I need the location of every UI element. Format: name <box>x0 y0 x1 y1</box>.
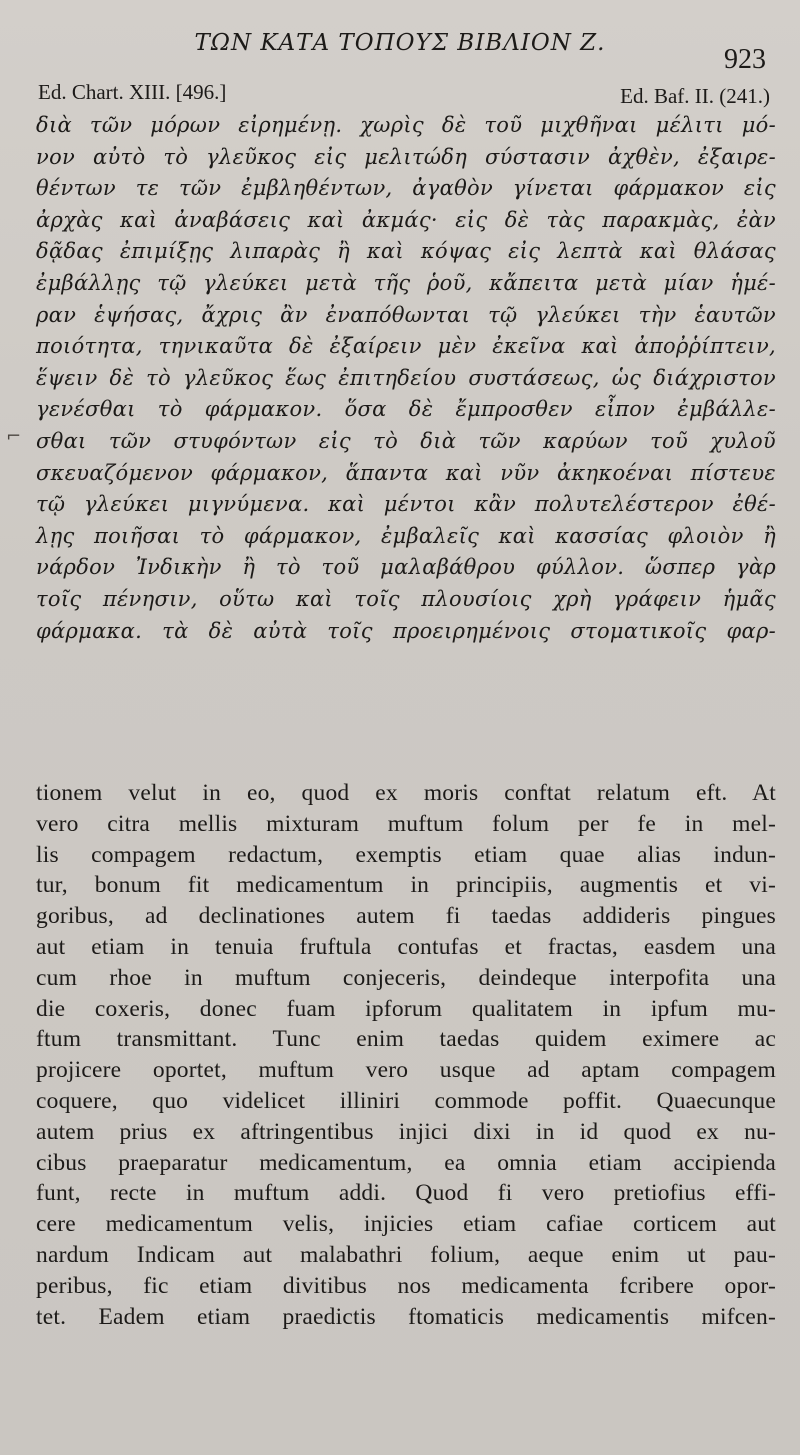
latin-line: goribus, ad declinationes autem fi taedas addideris pingues <box>36 903 776 930</box>
latin-line: aut etiam in tenuia fruftula contufas et fractas, easdem una <box>36 933 776 960</box>
latin-line: projicere oportet, muftum vero usque ad aptam compagem <box>36 1057 776 1084</box>
edition-reference-left: Ed. Chart. XIII. [496.] <box>38 80 227 104</box>
latin-line: cere medicamentum velis, injicies etiam cafiae corticem aut <box>36 1211 776 1238</box>
latin-text-block <box>36 778 776 1332</box>
greek-line: νάρδον Ἰνδικὴν ἢ τὸ τοῦ μαλαβάθρου φύλλον. ὥσπερ γὰρ <box>36 555 776 580</box>
greek-line: λῃς ποιῆσαι τὸ φάρμακον, ἐμβαλεῖς καὶ κασσίας φλοιὸν ἢ <box>36 523 776 548</box>
latin-line: die coxeris, donec fuam ipforum qualitatem in ipfum mu- <box>36 995 776 1022</box>
latin-line: autem prius ex aftringentibus injici dixi in id quod ex nu- <box>36 1118 776 1145</box>
greek-line: ἕψειν δὲ τὸ γλεῦκος ἕως ἐπιτηδείου συστάσεως, ὡς διάχριστον <box>36 365 776 390</box>
page-number: 923 <box>724 44 766 75</box>
greek-line: σθαι τῶν στυφόντων εἰς τὸ διὰ τῶν καρύων τοῦ χυλοῦ <box>36 428 776 453</box>
latin-line: coquere, quo videlicet illiniri commode poffit. Quaecunque <box>36 1087 776 1114</box>
greek-line: τῷ γλεύκει μιγνύμενα. καὶ μέντοι κἂν πολυτελέστερον ἐθέ- <box>36 492 776 517</box>
latin-line: nardum Indicam aut malabathri folium, aeque enim ut pau- <box>36 1241 776 1268</box>
greek-text-block <box>36 110 776 647</box>
latin-line: tur, bonum fit medicamentum in principiis, augmentis et vi- <box>36 872 776 899</box>
greek-line: ἀρχὰς καὶ ἀναβάσεις καὶ ἀκμάς· εἰς δὲ τὰς παρακμὰς, ἐὰν <box>36 207 776 232</box>
latin-line: funt, recte in muftum addi. Quod fi vero pretiofius effi- <box>36 1180 776 1207</box>
greek-line: τοῖς πένησιν, οὕτω καὶ τοῖς πλουσίοις χρὴ γράφειν ἡμᾶς <box>36 586 776 611</box>
greek-line: φάρμακα. τὰ δὲ αὐτὰ τοῖς προειρημένοις στοματικοῖς φαρ- <box>36 618 776 643</box>
greek-line: διὰ τῶν μόρων εἰρημένῃ. χωρὶς δὲ τοῦ μιχθῆναι μέλιτι μό- <box>36 113 776 137</box>
greek-line: ραν ἑψήσας, ἄχρις ἂν ἐναπόθωνται τῷ γλεύκει τὴν ἑαυτῶν <box>36 302 776 327</box>
running-title: ΤΩΝ ΚΑΤΑ ΤΟΠΟΥΣ ΒΙΒΛΙΟΝ Ζ. <box>194 30 606 56</box>
greek-line: δᾷδας ἐπιμίξῃς λιπαρὰς ἢ καὶ κόψας εἰς λεπτὰ καὶ θλάσας <box>36 239 776 264</box>
latin-line: ftum transmittant. Tunc enim taedas quidem eximere ac <box>36 1026 776 1053</box>
latin-line: cum rhoe in muftum conjeceris, deindeque interpofita una <box>36 964 776 991</box>
latin-line: lis compagem redactum, exemptis etiam quae alias indun- <box>36 841 776 868</box>
greek-line: ἐμβάλλῃς τῷ γλεύκει μετὰ τῆς ῥοῦ, κἄπειτα μετὰ μίαν ἡμέ- <box>36 270 776 295</box>
latin-line: peribus, fic etiam divitibus nos medicamenta fcribere opor- <box>36 1272 776 1299</box>
margin-mark: ⌐ <box>6 426 22 447</box>
greek-line: ποιότητα, τηνικαῦτα δὲ ἐξαίρειν μὲν ἐκεῖνα καὶ ἀποῤῥίπτειν, <box>36 334 776 359</box>
latin-line: tionem velut in eo, quod ex moris conftat relatum eft. At <box>36 780 776 806</box>
edition-reference-right: Ed. Baf. II. (241.) <box>620 84 770 108</box>
greek-line: γενέσθαι τὸ φάρμακον. ὅσα δὲ ἔμπροσθεν εἶπον ἐμβάλλε- <box>36 397 776 422</box>
latin-line: tet. Eadem etiam praedictis ftomaticis medicamentis mifcen- <box>36 1303 776 1330</box>
greek-line: νον αὐτὸ τὸ γλεῦκος εἰς μελιτώδη σύστασιν ἀχθὲν, ἐξαιρε- <box>36 144 776 169</box>
latin-line: vero citra mellis mixturam muftum folum per fe in mel- <box>36 810 776 837</box>
latin-line: cibus praeparatur medicamentum, ea omnia etiam accipienda <box>36 1149 776 1176</box>
greek-line: θέντων τε τῶν ἐμβληθέντων, ἀγαθὸν γίνεται φάρμακον εἰς <box>36 176 776 201</box>
greek-line: σκευαζόμενον φάρμακον, ἅπαντα καὶ νῦν ἀκηκοέναι πίστευε <box>36 460 776 485</box>
